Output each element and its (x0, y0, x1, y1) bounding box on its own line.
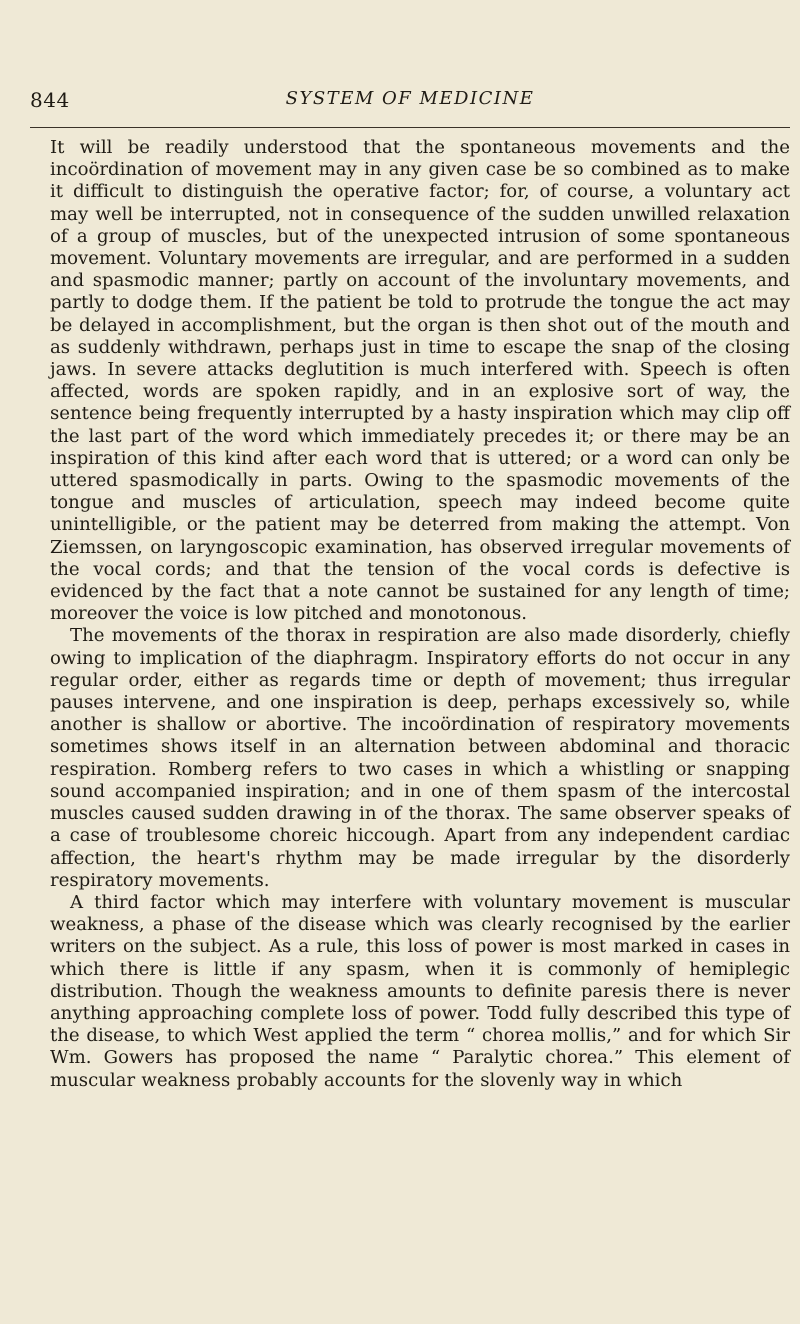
page-number: 844 (30, 88, 70, 112)
paragraph: It will be readily understood that the spontaneous movements and the incoördination of movement may in any given case be so combined as to make it difficult to distinguish the operative factor; for, of course, a voluntary act may well be interrupted, not in consequence of the sudden unwilled relaxation of a group of muscles, but of the unexpected intrusion of some spontaneous movement. Voluntary movements are irregular, and are performed in a sudden and spasmodic manner; partly on account of the involuntary movements, and partly to dodge them. If the patient be told to protrude the tongue the act may be delayed in accomplishment, but the organ is then shot out of the mouth and as suddenly withdrawn, perhaps just in time to escape the snap of the closing jaws. In severe attacks deglutition is much interfered with. Speech is often affected, words are spoken rapidly, and in an explosive sort of way, the sentence being frequently interrupted by a hasty inspiration which may clip off the last part of the word which immediately precedes it; or there may be an inspiration of this kind after each word that is uttered; or a word can only be uttered spasmodically in parts. Owing to the spasmodic movements of the tongue and muscles of articulation, speech may indeed become quite unintelligible, or the patient may be deterred from making the attempt. Von Ziemssen, on laryngoscopic examination, has observed irregular movements of the vocal cords; and that the tension of the vocal cords is defective is evidenced by the fact that a note cannot be sustained for any length of time; moreover the voice is low pitched and monotonous. (50, 137, 790, 625)
body-text (50, 137, 790, 1092)
paragraph: The movements of the thorax in respiration are also made disorderly, chiefly owing to implication of the diaphragm. Inspiratory efforts do not occur in any regular order, either as regards time or depth of movement; thus irregular pauses intervene, and one inspiration is deep, perhaps excessively so, while another is shallow or abortive. The incoördination of respiratory movements sometimes shows itself in an alternation between abdominal and thoracic respiration. Romberg refers to two cases in which a whistling or snapping sound accompanied inspiration; and in one of them spasm of the intercostal muscles caused sudden drawing in of the thorax. The same observer speaks of a case of troublesome choreic hiccough. Apart from any independent cardiac affection, the heart's rhythm may be made irregular by the disorderly respiratory movements. (50, 625, 790, 891)
header-rule (30, 127, 790, 128)
running-head: SYSTEM OF MEDICINE (285, 88, 535, 109)
page-header (30, 88, 790, 118)
paragraph: A third factor which may interfere with voluntary movement is muscular weakness, a phase of the disease which was clearly recognised by the earlier writers on the subject. As a rule, this loss of power is most marked in cases in which there is little if any spasm, when it is commonly of hemiplegic distribution. Though the weakness amounts to definite paresis there is never anything approaching complete loss of power. Todd fully described this type of the disease, to which West applied the term “ chorea mollis,” and for which Sir Wm. Gowers has proposed the name “ Paralytic chorea.” This element of muscular weakness probably accounts for the slovenly way in which (50, 891, 790, 1091)
